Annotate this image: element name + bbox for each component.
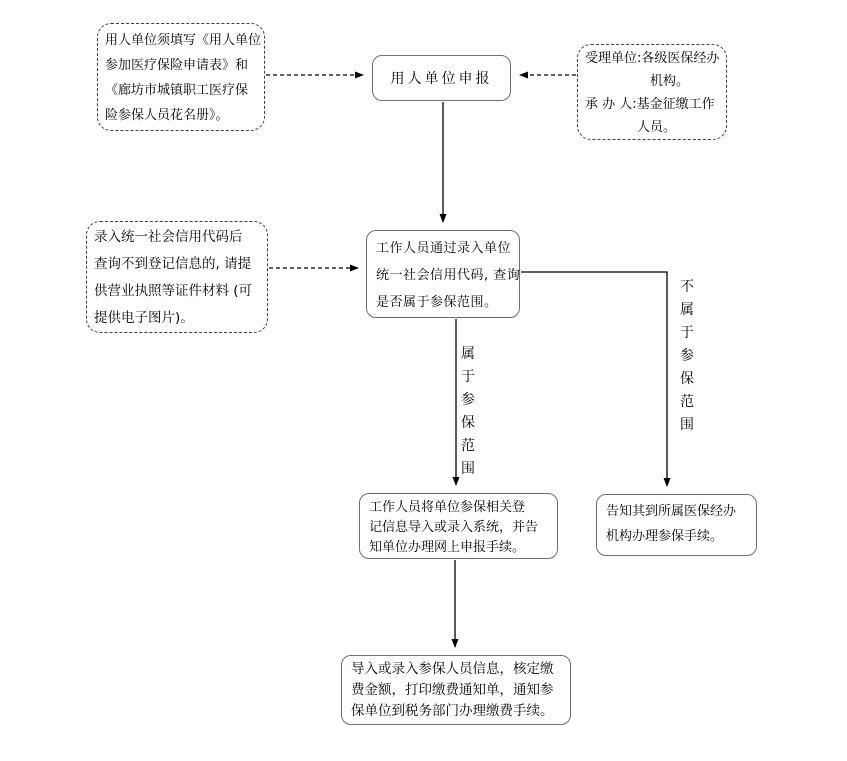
note-line: 人员。 [585,120,677,135]
node-line: 费金额，打印缴费通知单，通知参 [351,682,554,698]
arrow-query-to-inform [521,272,667,486]
node-line: 是否属于参保范围。 [376,295,498,310]
node-query-credit-code [366,230,520,318]
note-line: 机构。 [585,74,690,89]
note-line: 受理单位:各级医保经办 [585,51,720,66]
node-line: 导入或录入参保人员信息，核定缴 [351,661,554,677]
node-line: 工作人员通过录入单位 [376,241,512,256]
node-line: 知单位办理网上申报手续。 [369,540,526,555]
note-line: 提供电子图片)。 [94,310,194,326]
note-line: 《廊坊市城镇职工医疗保 [105,83,249,98]
node-inform-other-agency [596,494,757,556]
note-line: 承 办 人:基金征缴工作 [585,97,715,112]
note-line: 参加医疗保险申请表》和 [105,58,249,73]
note-application-forms [97,23,265,131]
node-line: 工作人员将单位参保相关登 [369,500,526,515]
note-line: 查询不到登记信息的, 请提 [94,256,252,272]
branch-label-not-in-scope: 不属于参保范围 [680,279,694,433]
branch-label-in-scope: 属于参保范围 [461,346,475,477]
node-employer-declaration [372,55,511,101]
note-line: 险参保人员花名册》。 [105,108,229,123]
node-payment-procedure [341,655,571,725]
note-line: 录入统一社会信用代码后 [94,229,243,245]
node-line: 记信息导入或录入系统，并告 [369,520,539,535]
note-line: 供营业执照等证件材料 (可 [94,283,253,299]
node-line: 机构办理参保手续。 [606,529,724,544]
node-label: 用人单位申报 [390,71,493,87]
note-missing-registration [86,221,268,333]
note-line: 用人单位须填写《用人单位 [105,33,262,48]
note-accepting-unit [577,44,727,140]
node-line: 统一社会信用代码, 查询 [376,268,521,283]
node-line: 告知其到所属医保经办 [606,504,737,519]
node-register-system [359,493,558,559]
node-line: 保单位到税务部门办理缴费手续。 [351,703,554,719]
